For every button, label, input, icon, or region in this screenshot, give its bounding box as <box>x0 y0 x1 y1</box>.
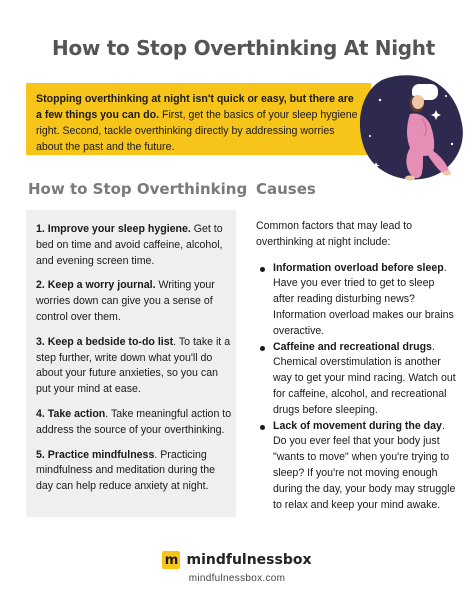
steps-heading: How to Stop Overthinking <box>28 180 248 198</box>
causes-intro: Common factors that may lead to overthinking at night include: <box>256 220 413 248</box>
causes-heading: Causes <box>256 180 316 198</box>
cause-title: Lack of movement during the day <box>273 419 442 432</box>
step-text: . Take meaningful action to address the source of your overthinking. <box>36 407 232 436</box>
cause-text: . Have you ever tried to get to sleep after reading disturbing news? Information overload makes our brains overactive. <box>273 261 454 337</box>
step-title: 2. Keep a worry journal. <box>36 279 156 292</box>
causes-section <box>256 219 456 513</box>
step-item <box>36 407 234 439</box>
step-item <box>36 335 234 398</box>
step-text: . To take it a step further, write down what you'll do about your future anxieties, so you can put your mind at ease. <box>36 335 231 396</box>
causes-list <box>256 261 456 514</box>
step-text: . Practicing mindfulness and meditation during the day can help reduce anxiety at night. <box>36 448 216 493</box>
step-item <box>36 222 234 269</box>
step-text: Writing your worries down can give you a sense of control over them. <box>36 279 215 323</box>
page-title: How to Stop Overthinking At Night <box>52 36 436 60</box>
cause-item <box>256 261 456 340</box>
brand-name: mindfulnessbox <box>186 552 312 568</box>
step-title: 1. Improve your sleep hygiene. <box>36 223 191 235</box>
brand-url[interactable]: mindfulnessbox.com <box>188 573 286 584</box>
step-text: Get to bed on time and avoid caffeine, alcohol, and evening screen time. <box>36 223 223 267</box>
cause-text: . Do you ever feel that your body just "wants to move" when you're trying to sleep? If you're not moving enough during the day, your body may struggle to relax and keep your mind awake. <box>273 419 456 511</box>
step-title: 5. Practice mindfulness <box>36 448 155 461</box>
step-item <box>36 278 234 325</box>
intro-rest: First, get the basics of your sleep hygiene right. Second, tackle overthinking directly by addressing worries about the past and the future. <box>36 109 358 153</box>
intro-bold: Stopping overthinking at night isn't quick or easy, but there are a few things you can do. <box>36 93 354 121</box>
step-item <box>36 448 234 495</box>
brand-footer <box>0 550 474 570</box>
cause-item <box>256 419 456 514</box>
cause-title: Caffeine and recreational drugs <box>273 340 432 353</box>
cause-item <box>256 340 456 419</box>
steps-list <box>36 222 234 504</box>
step-title: 4. Take action <box>36 407 106 420</box>
cause-text: . Chemical overstimulation is another way to get your mind racing. Watch out for caffeine, alcohol, and recreational drugs before sleeping. <box>273 340 456 416</box>
step-title: 3. Keep a bedside to-do list <box>36 335 174 348</box>
mindfulnessbox-logo: m <box>162 551 180 569</box>
sleeping-woman-illustration <box>352 74 468 186</box>
cause-title: Information overload before sleep <box>273 261 444 274</box>
intro-text <box>36 91 358 155</box>
